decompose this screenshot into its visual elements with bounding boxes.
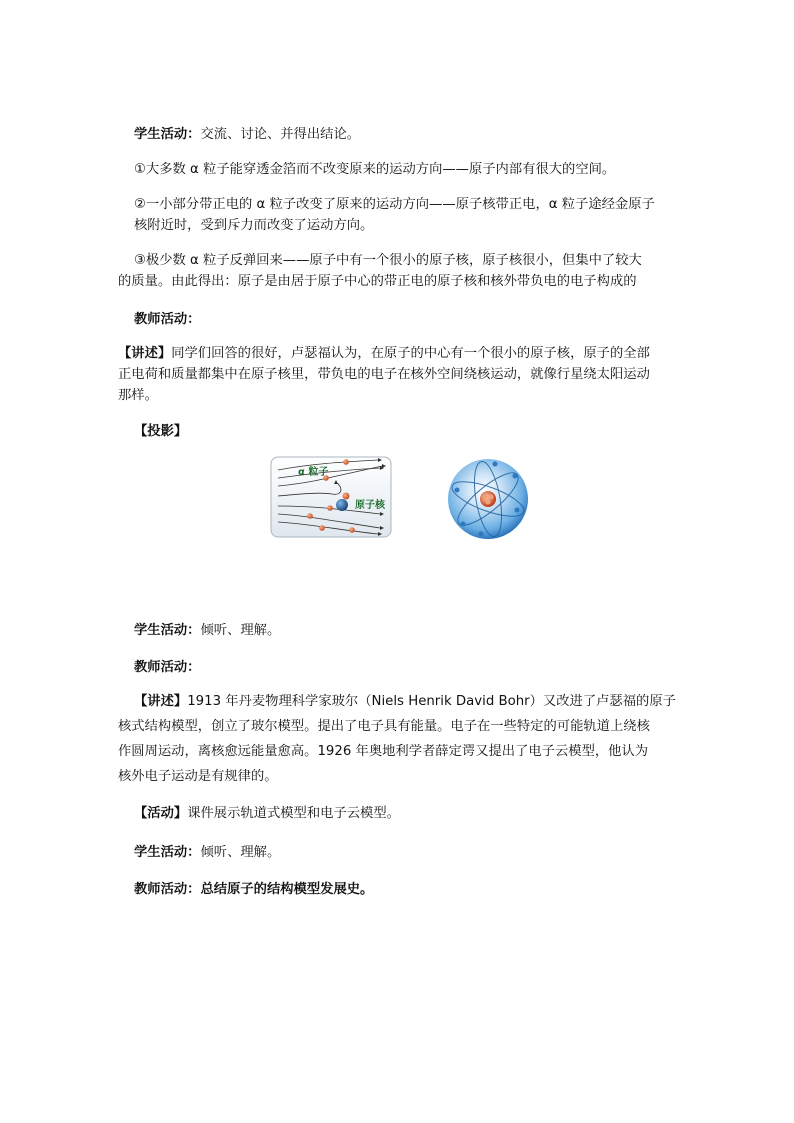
activity-label: 【活动】 (134, 806, 188, 821)
teacher-activity-label: 教师活动： (134, 312, 201, 327)
lecture-text-line-3: 那样。 (118, 388, 158, 403)
teacher-activity-2-label: 教师活动： (134, 660, 201, 675)
bohr-paragraph-line-1 (134, 690, 676, 713)
student-activity-2-text: 倾听、理解。 (200, 623, 281, 638)
atom-model-figure (445, 456, 531, 542)
student-activity-paragraph (134, 123, 360, 146)
lecture-paragraph-line-1 (118, 342, 650, 365)
lecture-label: 【讲述】 (118, 346, 172, 361)
lecture-text-line-2: 正电荷和质量都集中在原子核里，带负电的电子在核外空间绕核运动，就像行星绕太阳运动 (118, 367, 650, 382)
student-activity-3-text: 倾听、理解。 (200, 845, 281, 860)
atom-core-icon (480, 491, 496, 507)
conclusion-1: ①大多数 α 粒子能穿透金箔而不改变原来的运动方向——原子内部有很大的空间。 (134, 162, 616, 177)
student-activity-2-paragraph (134, 619, 280, 642)
lecture-2-label: 【讲述】 (134, 694, 188, 709)
conclusion-2-line-2: 核附近时，受到斥力而改变了运动方向。 (134, 218, 374, 233)
bohr-text-line-3: 作圆周运动，离核愈远能量愈高。1926 年奥地利学者薛定谔又提出了电子云模型，他认为 (118, 744, 649, 759)
student-activity-3-paragraph (134, 841, 280, 864)
lecture-text-line-1: 同学们回答的很好，卢瑟福认为，在原子的中心有一个很小的原子核，原子的全部 (171, 346, 650, 361)
bohr-text-line-4: 核外电子运动是有规律的。 (118, 769, 278, 784)
nucleus-label: 原子核 (355, 500, 385, 511)
conclusion-3-line-1: ③极少数 α 粒子反弹回来——原子中有一个很小的原子核，原子核很小，但集中了较大 (134, 253, 642, 268)
alpha-particle-label: α 粒子 (298, 467, 329, 478)
teacher-summary-paragraph (134, 878, 373, 901)
bohr-text-line-2: 核式结构模型，创立了玻尔模型。提出了电子具有能量。电子在一些特定的可能轨道上绕核 (118, 719, 650, 734)
projection-label: 【投影】 (134, 424, 188, 439)
activity-paragraph (134, 802, 400, 825)
activity-text: 课件展示轨道式模型和电子云模型。 (187, 806, 400, 821)
student-activity-3-label: 学生活动： (134, 845, 201, 860)
nucleus-icon (336, 499, 348, 511)
bohr-text-line-1: 1913 年丹麦物理科学家玻尔（Niels Henrik David Bohr）又改进了卢瑟福的原子 (187, 694, 676, 709)
conclusion-2-line-1: ②一小部分带正电的 α 粒子改变了原来的运动方向——原子核带正电，α 粒子途经金原子 (134, 197, 655, 212)
teacher-activity-3-label: 教师活动： (134, 882, 201, 897)
alpha-scattering-figure (270, 456, 392, 538)
teacher-summary-text: 总结原子的结构模型发展史。 (200, 882, 374, 897)
student-activity-text: 交流、讨论、并得出结论。 (200, 127, 361, 142)
conclusion-3-line-2: 的质量。由此得出：原子是由居于原子中心的带正电的原子核和核外带负电的电子构成的 (118, 274, 637, 289)
student-activity-label: 学生活动： (134, 127, 201, 142)
student-activity-2-label: 学生活动： (134, 623, 201, 638)
